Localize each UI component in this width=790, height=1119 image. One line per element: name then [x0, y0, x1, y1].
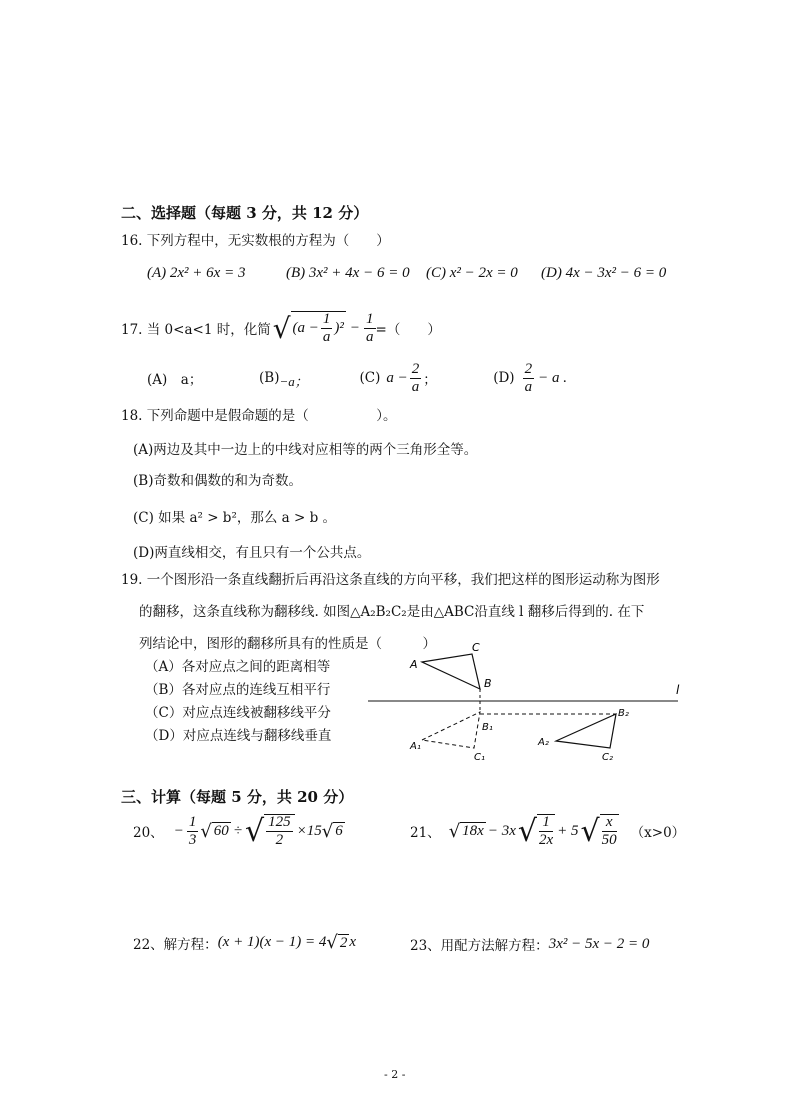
q17-frac-num: 1: [366, 310, 374, 327]
sqrt-symbol: √: [517, 813, 537, 849]
q17-option-d-suffix: − a .: [538, 369, 567, 386]
q17-stem-prefix: 17. 当 0<a<1 时，化简: [121, 322, 271, 338]
q17-option-c-fraction: [410, 362, 422, 395]
label-b1: B₁: [482, 722, 493, 733]
label-c1: C₁: [474, 752, 485, 763]
q23-expression: 3x² − 5x − 2 = 0: [548, 935, 650, 952]
q17-sqrt-close: )²: [334, 320, 344, 336]
q16-stem: 16. 下列方程中，无实数根的方程为（ ）: [121, 233, 390, 249]
q16-option-b: (B) 3x² + 4x − 6 = 0: [286, 265, 410, 281]
sqrt-symbol: √: [272, 311, 291, 345]
q19-option-a: （A）各对应点之间的距离相等: [145, 659, 331, 675]
q20-f1-num: 1: [188, 813, 197, 830]
sqrt-symbol: √: [245, 813, 265, 849]
q16-option-a: (A) 2x² + 6x = 3: [147, 265, 246, 281]
q18-option-c: (C) 如果 a² > b²，那么 a > b 。: [133, 510, 337, 526]
q16-option-c: (C) x² − 2x = 0: [426, 265, 518, 281]
q21-term-2: − 3x: [487, 822, 516, 839]
q17-option-b-value: −a；: [279, 373, 308, 389]
q18-option-d: (D)两直线相交，有且只有一个公共点。: [133, 545, 371, 561]
q17-option-d-fraction: [523, 362, 535, 395]
sqrt-symbol: √: [448, 820, 461, 842]
q18-option-b: (B)奇数和偶数的和为奇数。: [133, 473, 302, 489]
label-c2: C₂: [602, 752, 613, 763]
q20: [133, 808, 345, 854]
q21-term-3: + 5: [557, 822, 579, 839]
triangle-a1b1c1: [422, 712, 480, 748]
q22-expression: (x + 1)(x − 1) = 4: [217, 934, 327, 950]
q18-stem: 18. 下列命题中是假命题的是（ ）。: [121, 408, 397, 424]
triangle-abc: [422, 654, 480, 689]
q20-sqrt-2: [264, 814, 295, 848]
q19-option-d: （D）对应点连线与翻移线垂直: [145, 728, 332, 744]
q17-inner-num: 1: [322, 311, 331, 327]
q19-figure: [360, 640, 690, 770]
q22: [133, 932, 356, 953]
q20-fraction-2: [266, 815, 293, 848]
sqrt-symbol: √: [326, 932, 338, 953]
label-a2: A₂: [538, 737, 549, 748]
q17-inner-den: a: [322, 329, 331, 345]
label-a: A: [410, 658, 418, 671]
q21-label: 21、: [410, 825, 441, 841]
q17-options: [147, 358, 617, 398]
q21-fraction-2: [602, 815, 617, 848]
q21-condition: （x>0）: [630, 825, 686, 841]
q20-f2-num: 125: [268, 814, 291, 830]
q16-option-d: (D) 4x − 3x² − 6 = 0: [541, 265, 667, 281]
q19-option-b: （B）各对应点的连线互相平行: [145, 682, 331, 698]
q21-sqrt-3: [600, 814, 619, 848]
label-l: l: [676, 683, 680, 697]
q17-sqrt-open: (a −: [292, 320, 319, 336]
label-c: C: [472, 641, 480, 654]
section-2-title: 二、选择题（每题 3 分，共 12 分）: [121, 204, 369, 222]
q17-option-d-den: a: [524, 378, 533, 395]
q18-option-a: (A)两边及其中一边上的中线对应相等的两个三角形全等。: [133, 442, 478, 458]
sqrt-symbol: √: [321, 820, 334, 842]
q23: [410, 934, 649, 954]
q17-stem: [121, 306, 441, 350]
q21-f2-den: 50: [601, 832, 617, 848]
label-b2: B₂: [618, 708, 629, 719]
sqrt-symbol: √: [580, 813, 600, 849]
q17-option-a: (A) a；: [147, 372, 203, 388]
q17-option-c-den: a: [411, 378, 420, 395]
q20-div: ÷: [233, 822, 243, 839]
q20-label: 20、: [133, 825, 164, 841]
q19-line3: 列结论中，图形的翻移所具有的性质是（ ）: [139, 636, 436, 652]
q17-option-c-prefix: a −: [386, 369, 408, 386]
q17-option-c-label: (C): [359, 370, 381, 386]
q21: [410, 808, 685, 854]
page-number: - 2 -: [384, 1068, 406, 1081]
q21-sqrt-2: [537, 814, 555, 848]
q20-minus: −: [173, 822, 184, 839]
q22-sqrt: 2: [339, 934, 348, 951]
q19-line2: 的翻移，这条直线称为翻移线. 如图△A₂B₂C₂是由△ABC沿直线 l 翻移后得到的. 在下: [139, 604, 645, 620]
q20-times: ×15: [296, 822, 322, 839]
q20-f1-den: 3: [188, 831, 197, 848]
q20-f2-den: 2: [275, 832, 284, 848]
label-b: B: [484, 677, 492, 690]
q17-frac-den: a: [366, 328, 374, 345]
q20-sqrt-3: 6: [335, 823, 343, 839]
q17-fraction: [364, 312, 376, 345]
q17-option-c-suffix: ；: [423, 372, 437, 388]
q17-option-d-num: 2: [524, 360, 533, 377]
q17-minus: −: [349, 319, 361, 336]
q21-fraction-1: [539, 815, 553, 848]
label-a1: A₁: [410, 741, 421, 752]
q17-stem-suffix: =（ ）: [375, 322, 441, 338]
q21-sqrt-1: 18x: [462, 823, 484, 839]
q17-inner-fraction: [321, 312, 333, 345]
q22-tail: x: [349, 934, 357, 950]
q22-label: 22、解方程：: [133, 936, 218, 953]
q19-option-c: （C）对应点连线被翻移线平分: [145, 705, 331, 721]
q17-option-b-label: (B): [259, 370, 280, 386]
q21-f2-num: x: [602, 815, 617, 832]
q20-fraction-1: [187, 815, 199, 848]
q17-sqrt-body: [291, 311, 346, 345]
q23-label: 23、用配方法解方程：: [410, 938, 549, 954]
q21-f1-num: 1: [539, 815, 553, 832]
triangle-a2b2c2: [556, 714, 616, 748]
q21-f1-den: 2x: [539, 832, 554, 848]
q20-sqrt-1: 60: [213, 823, 229, 839]
section-3-title: 三、计算（每题 5 分，共 20 分）: [121, 788, 354, 806]
sqrt-symbol: √: [200, 820, 212, 842]
q19-line1: 19. 一个图形沿一条直线翻折后再沿这条直线的方向平移，我们把这样的图形运动称为图形: [121, 572, 660, 588]
q17-option-d-label: (D): [493, 370, 515, 386]
q17-option-c-num: 2: [411, 360, 420, 377]
